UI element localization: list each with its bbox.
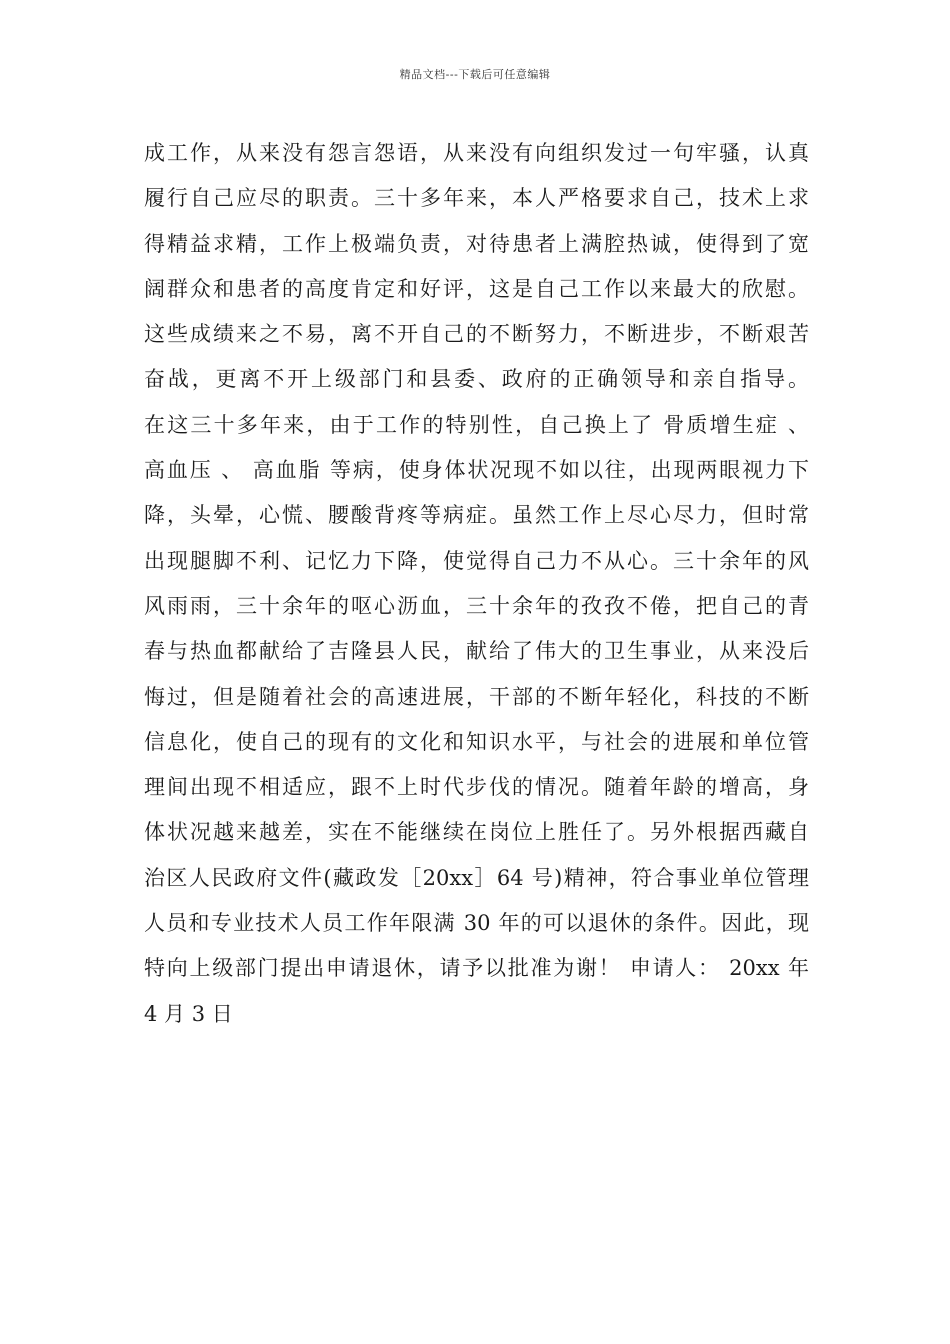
body-line: 体状况越来越差，实在不能继续在岗位上胜任了。另外根据西藏自 [144, 820, 809, 845]
body-line: 信息化，使自己的现有的文化和知识水平，与社会的进展和单位管 [144, 729, 809, 754]
body-line: 理间出现不相适应，跟不上时代步伐的情况。随着年龄的增高，身 [144, 775, 809, 800]
body-line: 出现腿脚不利、记忆力下降，使觉得自己力不从心。三十余年的风 [144, 548, 809, 573]
body-line: 阔群众和患者的高度肯定和好评，这是自己工作以来最大的欣慰。 [144, 276, 809, 301]
body-line: 得精益求精，工作上极端负责，对待患者上满腔热诚，使得到了宽 [144, 231, 809, 256]
body-line: 成工作，从来没有怨言怨语，从来没有向组织发过一句牢骚，认真 [144, 141, 809, 165]
body-line: 履行自己应尽的职责。三十多年来，本人严格要求自己，技术上求 [144, 186, 809, 211]
body-line: 人员和专业技术人员工作年限满 30 年的可以退休的条件。因此，现 [144, 911, 809, 936]
body-line: 特向上级部门提出申请退休，请予以批准为谢！ 申请人： 20xx 年 [144, 956, 809, 981]
body-line: 奋战，更离不开上级部门和县委、政府的正确领导和亲自指导。 [144, 367, 809, 392]
body-line: 悔过，但是随着社会的高速进展，干部的不断年轻化，科技的不断 [144, 684, 809, 709]
body-line: 治区人民政府文件(藏政发［20xx］64 号)精神，符合事业单位管理 [144, 865, 809, 890]
page-header: 精品文档---下载后可任意编辑 [399, 68, 551, 81]
body-line: 在这三十多年来，由于工作的特别性，自己换上了 骨质增生症 、 [144, 412, 809, 437]
document-body [144, 131, 809, 1037]
body-line: 风雨雨，三十余年的呕心沥血，三十余年的孜孜不倦，把自己的青 [144, 593, 809, 618]
body-line: 春与热血都献给了吉隆县人民，献给了伟大的卫生事业，从来没后 [144, 639, 809, 664]
date-line: 4 月 3 日 [144, 1001, 233, 1026]
body-line: 降，头晕，心慌、腰酸背疼等病症。虽然工作上尽心尽力，但时常 [144, 503, 809, 528]
body-line: 这些成绩来之不易，离不开自己的不断努力，不断进步，不断艰苦 [144, 322, 809, 347]
body-line: 高血压 、 高血脂 等病，使身体状况现不如以往，出现两眼视力下 [144, 458, 809, 483]
